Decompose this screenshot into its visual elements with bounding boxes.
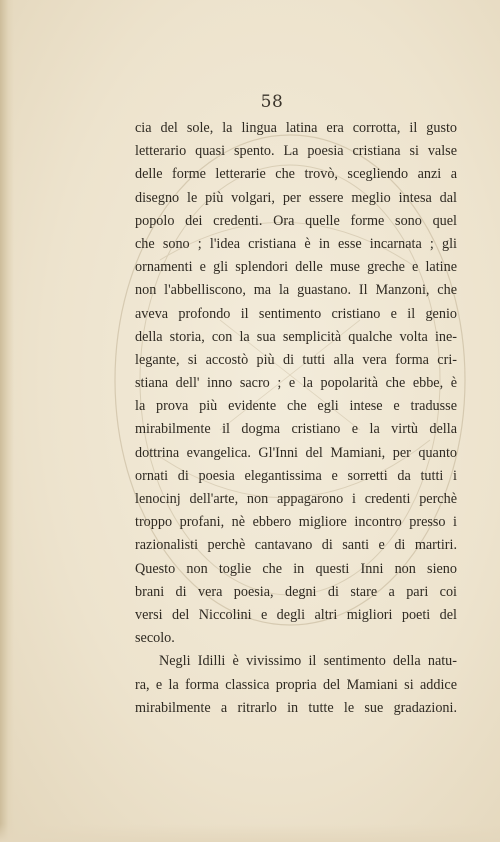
page-binding-shadow <box>0 0 14 842</box>
text-line: versi del Niccolini e degli altri migliori poeti del <box>135 606 457 623</box>
paragraph-start-line: Negli Idilli è vivissimo il sentimento della natu- <box>159 653 457 670</box>
text-line: della storia, con la sua semplicità qualche volta ine- <box>135 328 457 345</box>
text-line: aveva profondo il sentimento cristiano e il genio <box>135 305 457 322</box>
text-line: brani di vera poesia, degni di stare a pari coi <box>135 583 457 600</box>
text-line: cia del sole, la lingua latina era corrotta, il gusto <box>135 120 457 136</box>
text-line: troppo profani, nè ebbero migliore incontro presso i <box>135 514 457 531</box>
page-bottom-edge <box>0 824 500 842</box>
text-line: ornati di poesia elegantissima e sorretti da tutti i <box>135 467 457 484</box>
text-line: dottrina evangelica. Gl'Inni del Mamiani, per quanto <box>135 444 457 461</box>
text-line: legante, si accostò più di tutti alla vera forma cri- <box>135 351 457 368</box>
page-number: 58 <box>260 92 284 112</box>
text-line: stiana dell' inno sacro ; e la popolarità che ebbe, è <box>135 375 457 392</box>
text-line: delle forme letterarie che trovò, scegliendo anzi a <box>135 166 457 183</box>
body-text <box>135 117 457 720</box>
text-line: disegno le più volgari, per essere meglio intesa dal <box>135 189 457 206</box>
text-line: la prova più evidente che egli intese e tradusse <box>135 398 457 415</box>
text-line: Questo non toglie che in questi Inni non sieno <box>135 560 457 577</box>
text-line: ornamenti e gli splendori delle muse greche e latine <box>135 259 457 276</box>
text-line: mirabilmente a ritrarlo in tutte le sue gradazioni. <box>135 699 457 716</box>
text-line: lenocinj dell'arte, non appagarono i credenti perchè <box>135 491 457 507</box>
text-line: popolo dei credenti. Ora quelle forme sono quel <box>135 212 457 229</box>
text-line: che sono ; l'idea cristiana è in esse incarnata ; gli <box>135 235 457 252</box>
text-line: ra, e la forma classica propria del Mamiani si addice <box>135 676 457 693</box>
text-line: letterario quasi spento. La poesia cristiana si valse <box>135 143 457 160</box>
text-line: mirabilmente il dogma cristiano e la virtù della <box>135 421 457 438</box>
text-line: razionalisti perchè cantavano di santi e di martiri. <box>135 537 457 554</box>
text-line: non l'abbelliscono, ma la guastano. Il Manzoni, che <box>135 282 457 299</box>
paragraph-end-line: secolo. <box>135 630 175 647</box>
